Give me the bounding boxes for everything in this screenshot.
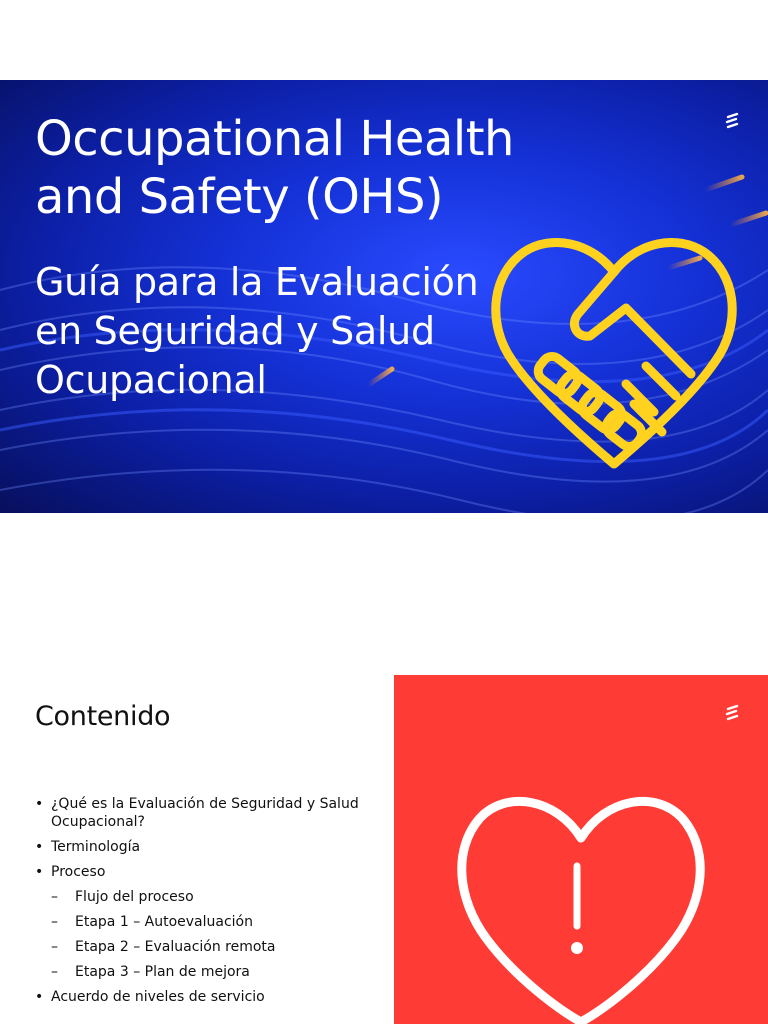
toc-subitem: – Flujo del proceso xyxy=(51,889,194,905)
heart-alert-icon xyxy=(456,788,706,1024)
english-title xyxy=(35,110,514,226)
spanish-subtitle xyxy=(35,258,478,405)
toc-item: • Acuerdo de niveles de servicio xyxy=(35,989,265,1005)
toc-subitem: – Etapa 1 – Autoevaluación xyxy=(51,914,253,930)
title-slide xyxy=(0,80,768,513)
english-title-line-1: Occupational Health xyxy=(35,111,514,167)
contents-heading: Contenido xyxy=(35,701,171,732)
spanish-subtitle-line-3: Ocupacional xyxy=(35,358,267,402)
toc-subitem: – Etapa 2 – Evaluación remota xyxy=(51,939,276,955)
alert-panel xyxy=(394,675,768,1024)
table-of-contents xyxy=(35,795,375,1013)
ericsson-logo-icon xyxy=(725,704,739,722)
toc-item: • Proceso xyxy=(35,864,106,880)
toc-subitem: – Etapa 3 – Plan de mejora xyxy=(51,964,250,980)
ericsson-logo-icon xyxy=(725,112,739,130)
spanish-subtitle-line-2: en Seguridad y Salud xyxy=(35,309,435,353)
contents-slide xyxy=(0,675,768,1024)
toc-item: • Terminología xyxy=(35,839,141,855)
toc-item: • ¿Qué es la Evaluación de Seguridad y Salud Ocupacional? xyxy=(35,796,359,830)
english-title-line-2: and Safety (OHS) xyxy=(35,169,444,225)
heart-handshake-icon xyxy=(486,232,742,476)
spanish-subtitle-line-1: Guía para la Evaluación xyxy=(35,260,479,304)
